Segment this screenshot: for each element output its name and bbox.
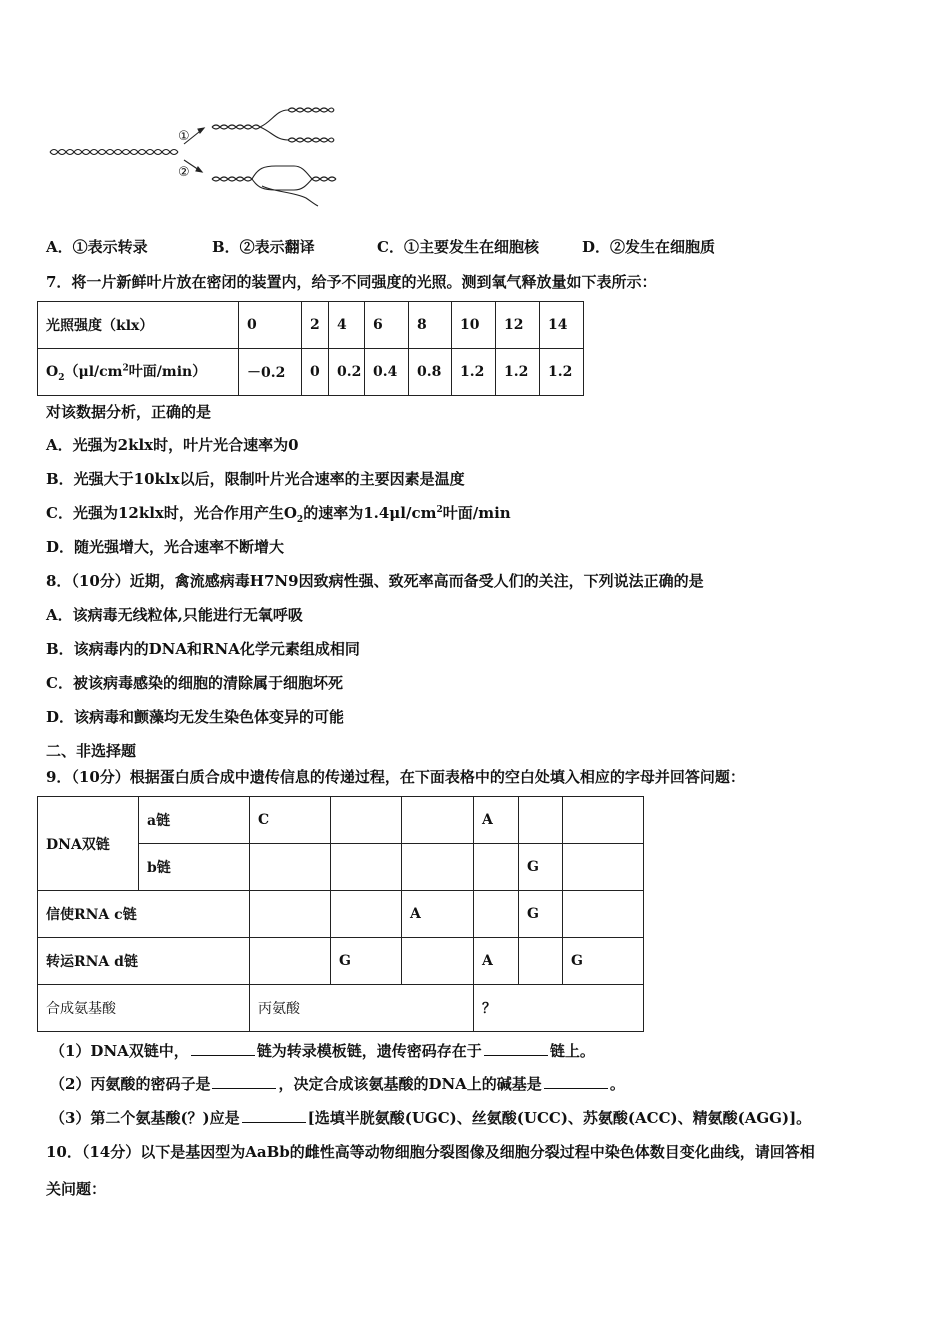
table-cell: A: [474, 938, 519, 985]
table-cell: 0: [239, 302, 302, 349]
q9-sub2: （2）丙氨酸的密码子是 ，决定合成该氨基酸的DNA上的碱基是 。: [50, 1075, 625, 1093]
q10-stem-line1: 10．（14分）以下是基因型为AaBb的雌性高等动物细胞分裂图像及细胞分裂过程中染色体数目变化曲线，请回答相: [46, 1143, 815, 1161]
table-cell: 2: [302, 302, 329, 349]
q9-sub3: （3）第二个氨基酸(？)应是 [选填半胱氨酸(UGC)、丝氨酸(UCC)、苏氨酸(ACC)、精氨酸(AGG)]。: [50, 1109, 812, 1127]
table-cell: [563, 891, 644, 938]
answer-blank[interactable]: [212, 1074, 276, 1089]
table-row-label: 转运RNA d链: [38, 938, 250, 985]
q6-option-c: C．①主要发生在细胞核: [377, 238, 539, 256]
q9-stem: 9．（10分）根据蛋白质合成中遗传信息的传递过程，在下面表格中的空白处填入相应的字母并回答问题：: [46, 768, 745, 786]
table-cell: [402, 844, 474, 891]
table-cell: [331, 844, 402, 891]
table-cell: [250, 891, 331, 938]
table-cell: [519, 938, 563, 985]
table-cell: 0: [302, 349, 329, 396]
q8-option-d: D．该病毒和颤藻均无发生染色体变异的可能: [46, 708, 345, 726]
q7-option-c: C．光强为12klx时，光合作用产生$O_2$的速率为$1.4\mu l/cm^2$叶面/min: [46, 504, 511, 525]
table-cell: 0.2: [329, 349, 365, 396]
table-cell: [563, 797, 644, 844]
table-cell: [563, 844, 644, 891]
table-cell: [474, 891, 519, 938]
table-cell: －0.2: [239, 349, 302, 396]
table-cell: 1.2: [452, 349, 496, 396]
table-cell: 10: [452, 302, 496, 349]
label-1: ①: [178, 129, 190, 144]
q8-option-c: C．被该病毒感染的细胞的清除属于细胞坏死: [46, 674, 343, 692]
q7-option-a: A．光强为2klx时，叶片光合速率为0: [46, 436, 299, 454]
table-cell: ？: [474, 985, 644, 1032]
table-cell: G: [331, 938, 402, 985]
table-cell: G: [519, 891, 563, 938]
table-cell: [519, 797, 563, 844]
answer-blank[interactable]: [191, 1041, 255, 1056]
q6-option-b: B．②表示翻译: [212, 238, 315, 256]
table-row-label: 光照强度（klx）: [38, 302, 239, 349]
table-cell: 1.2: [540, 349, 584, 396]
table-cell: [250, 938, 331, 985]
q8-option-b: B．该病毒内的DNA和RNA化学元素组成相同: [46, 640, 360, 658]
rna-strand: [262, 186, 318, 206]
table-cell: C: [250, 797, 331, 844]
q7-stem: 7．将一片新鲜叶片放在密闭的装置内，给予不同强度的光照。测到氧气释放量如下表所示：: [46, 273, 657, 291]
q9-sub1: （1）DNA双链中， 链为转录模板链，遗传密码存在于 链上。: [50, 1042, 595, 1060]
table-cell: [402, 938, 474, 985]
table-row-label: 合成氨基酸: [38, 985, 250, 1032]
table-cell: A: [474, 797, 519, 844]
table-row-label: DNA双链: [38, 797, 139, 891]
table-cell: G: [519, 844, 563, 891]
table-cell: 0.8: [409, 349, 452, 396]
table-cell: 4: [329, 302, 365, 349]
q10-stem-line2: 关问题：: [46, 1180, 107, 1198]
table-cell: 1.2: [496, 349, 540, 396]
table-cell: 12: [496, 302, 540, 349]
table-cell: [250, 844, 331, 891]
dna-process-figure: [44, 96, 344, 216]
table-cell: 丙氨酸: [250, 985, 474, 1032]
table-cell: [402, 797, 474, 844]
table-cell: 8: [409, 302, 452, 349]
table-row-label: $O_2(\mu l/cm^2$叶面/min）: [38, 349, 239, 396]
label-2: ②: [178, 165, 190, 180]
q7-option-d: D．随光强增大，光合速率不断增大: [46, 538, 285, 556]
q8-stem: 8．（10分）近期，禽流感病毒H7N9因致病性强、致死率高而备受人们的关注，下列说法正确的是: [46, 572, 704, 590]
answer-blank[interactable]: [484, 1041, 548, 1056]
table-cell: 14: [540, 302, 584, 349]
answer-blank[interactable]: [544, 1074, 608, 1089]
q6-option-d: D．②发生在细胞质: [582, 238, 716, 256]
table-row-label: a链: [139, 797, 250, 844]
answer-blank[interactable]: [242, 1108, 306, 1123]
table-cell: A: [402, 891, 474, 938]
table-cell: [474, 844, 519, 891]
table-cell: 0.4: [365, 349, 409, 396]
table-cell: G: [563, 938, 644, 985]
table-cell: [331, 891, 402, 938]
genetic-info-table: [37, 796, 644, 1032]
q7-prompt: 对该数据分析，正确的是: [46, 403, 212, 421]
q6-option-a: A．①表示转录: [46, 238, 148, 256]
q8-option-a: A．该病毒无线粒体,只能进行无氧呼吸: [46, 606, 303, 624]
light-oxygen-table: [37, 301, 584, 396]
q7-option-b: B．光强大于10klx以后，限制叶片光合速率的主要因素是温度: [46, 470, 465, 488]
table-cell: [331, 797, 402, 844]
table-row-label: b链: [139, 844, 250, 891]
table-cell: 6: [365, 302, 409, 349]
section-heading: 二、非选择题: [46, 742, 137, 760]
table-row-label: 信使RNA c链: [38, 891, 250, 938]
